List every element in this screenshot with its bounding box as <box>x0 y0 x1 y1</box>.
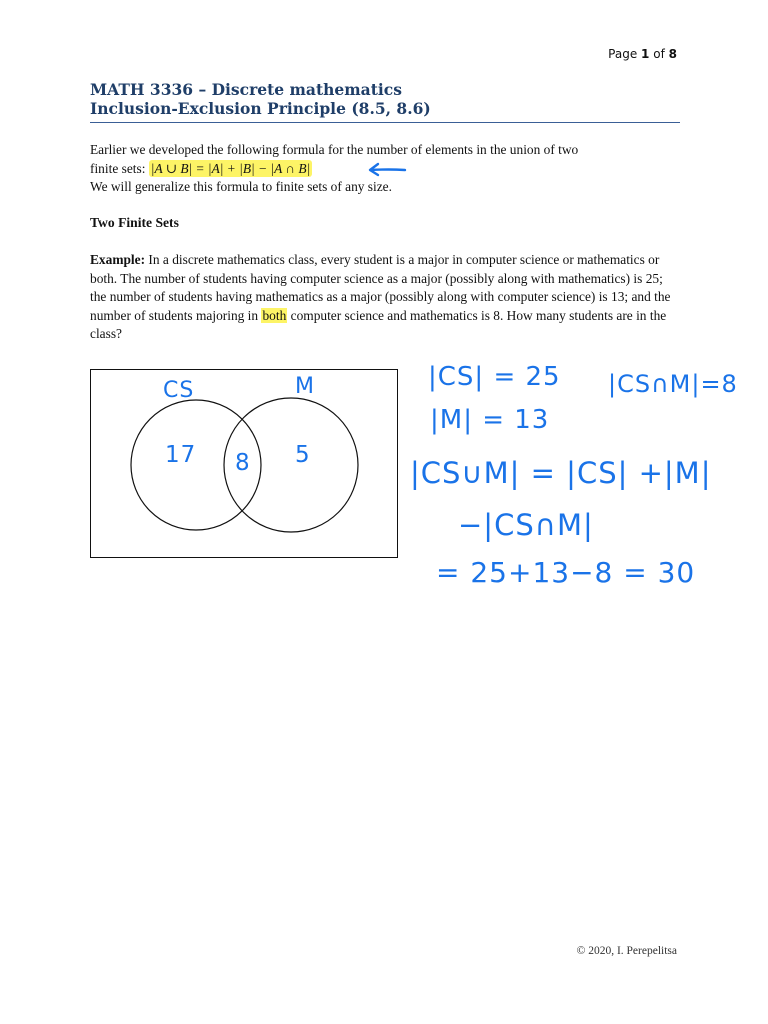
section-heading: Two Finite Sets <box>90 215 179 230</box>
intro-prefix: finite sets: <box>90 160 146 176</box>
topic-title: Inclusion-Exclusion Principle (8.5, 8.6) <box>90 99 431 118</box>
copyright-footer: © 2020, I. Perepelitsa <box>576 945 677 957</box>
both-highlight: both <box>262 307 287 323</box>
page-prefix: Page <box>608 47 638 61</box>
title-rule <box>90 122 680 123</box>
cs-label: CS <box>163 378 195 403</box>
m-only-count: 5 <box>295 442 311 468</box>
union-formula: |A ∪ B| = |A| + |B| − |A ∩ B| <box>150 160 311 176</box>
intro-line-3: We will generalize this formula to finite sets of any size. <box>90 179 392 195</box>
example-text-b: computer science and mathematics is 8. How many students are in the class? <box>90 307 667 342</box>
intersection-count: 8 <box>235 450 251 476</box>
hw-union-formula: |CS∪M| = |CS| +|M| <box>410 456 712 490</box>
page-number <box>608 47 677 61</box>
title-block <box>90 80 431 118</box>
example-label: Example: <box>90 252 146 267</box>
hw-m-size: |M| = 13 <box>430 405 550 435</box>
page-total: 8 <box>668 47 677 61</box>
hw-cs-size: |CS| = 25 <box>428 362 561 392</box>
venn-diagram-box <box>90 369 398 558</box>
hw-result: = 25+13−8 = 30 <box>436 556 696 589</box>
example-text-a: In a discrete mathematics class, every student is a major in computer science or mathematics or both. The number of students having computer science as a major (possibly along with mathematics) is 25; the number of students having mathematics as a major (possibly along with computer science) is 13; and the number of students majoring in <box>90 252 671 323</box>
cs-only-count: 17 <box>165 442 197 468</box>
intro-line-1: Earlier we developed the following formula for the number of elements in the union of two <box>90 142 579 157</box>
hw-intersection-size: |CS∩M|=8 <box>608 370 738 398</box>
example-paragraph <box>90 251 680 344</box>
m-label: M <box>295 374 315 399</box>
arrow-annotation-icon <box>365 160 407 180</box>
page-current: 1 <box>641 47 650 61</box>
page-of: of <box>653 47 665 61</box>
hw-minus-intersection: −|CS∩M| <box>458 508 594 542</box>
course-title: MATH 3336 – Discrete mathematics <box>90 80 402 99</box>
